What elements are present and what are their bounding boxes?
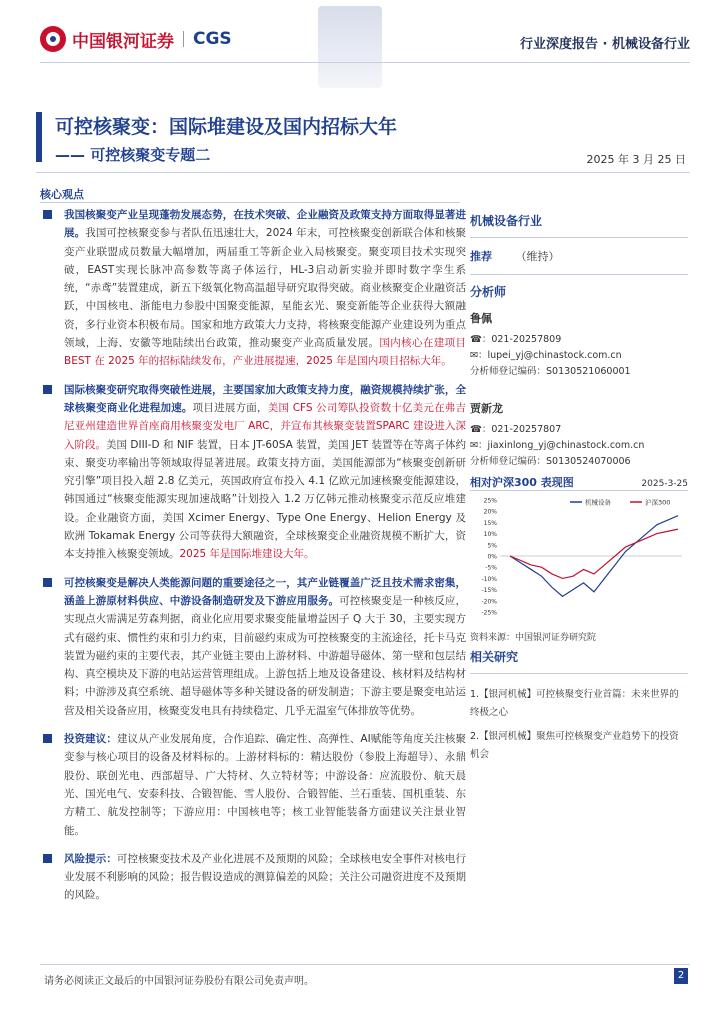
title-accent-bar xyxy=(36,112,42,162)
bullet-item xyxy=(40,206,466,371)
analyst-email[interactable]: ✉：jiaxinlong_yj@chinastock.com.cn xyxy=(470,440,645,451)
analyst-card xyxy=(470,400,688,470)
logo-separator xyxy=(183,31,184,47)
bullet-item xyxy=(40,574,466,720)
page-subtitle: —— 可控核聚变专题二 xyxy=(55,146,211,164)
chart-divider xyxy=(470,490,688,491)
chart-date: 2025-3-25 xyxy=(641,479,688,489)
y-tick-label: -15% xyxy=(481,587,497,595)
bullet-body: 建议从产业发展角度，合作追踪、确定性、高弹性、AI赋能等角度关注核聚变参与核心项目的设备及材料标的。上游材料标的：精达股份（参股上海超导）、永鼎股份、联创光电、西部超导、广大特材、久立特材等；中游设备：应流股份、航天晨光、国光电气、安泰科技、合锻智能、雪人股份、合锻智能、兰石重装、国机重装、东方精工、航发控制等；下游应用：中国核电等；核工业智能装备方面建议关注景业智能。 xyxy=(64,733,466,837)
bullet-item xyxy=(40,730,466,840)
bullet-body: 我国可控核聚变参与者队伍迅速壮大，2024 年末，可控核聚变创新联合体和核聚变产业联盟成员数量大幅增加，两届重工等新企业入局核聚变。聚变项目技术实现突破，EAST实现长脉冲高参数等离子体运行，HL-3启动新实验并即时数字孪生系统，“赤鸢”装置建成，新五下级氧化物高温超导研究取得突破。商业核聚变企业融资活跃，中国核电、浙能电力参股中国聚变能源，星能玄光、聚变新能等企业获得大额融资，多行业资本积极布局。国家和地方政策大力支持，将核聚变能源产业建设列为重点领域，上海、安徽等地陆续出台政策，推动聚变产业高质量发展。 xyxy=(64,227,467,350)
y-tick-label: -10% xyxy=(481,575,497,583)
side-divider xyxy=(470,237,688,238)
side-divider xyxy=(470,274,688,275)
footer-disclaimer: 请务必阅读正文最后的中国银河证券股份有限公司免责声明。 xyxy=(44,976,314,987)
analyst-cert: 分析师登记编码：S0130521060001 xyxy=(470,366,631,377)
rating-row xyxy=(470,248,688,264)
y-tick-label: 10% xyxy=(483,531,497,539)
logo-icon xyxy=(40,26,66,52)
y-tick-label: 20% xyxy=(483,508,497,516)
bullet-heading: 我国核聚变产业呈现蓬勃发展态势，在技术突破、企业融资及政策支持方面取得显著进展。 xyxy=(64,209,466,240)
company-logo xyxy=(40,26,232,52)
rating-label: 推荐 xyxy=(470,250,492,263)
analyst-cert: 分析师登记编码：S0130524070006 xyxy=(470,456,631,467)
y-tick-label: -20% xyxy=(481,598,497,606)
bullet-body: 可控核聚变是一种核反应，实现点火需满足劳森判据，商业化应用要求聚变能量增益因子 Q 大于 30，主要实现方式有磁约束、惯性约束和引力约束，目前磁约束成为可控核聚变的主流途径，托卡马克装置为磁约束的主要代表，其产业链主要由上游材料、中游超导磁体、第一壁和包层结构、真空模块及下游的电站运营管理组成。上游包括上地及设备建设、核材料及结构材料；中游涉及真空系统、超导磁体等多种关键设备的研发制造；下游主要是聚变电站运营及相关设备应用，核聚变发电具有持续稳定、几乎无温室气体排放等优势。 xyxy=(64,594,467,717)
bullet-highlight: 国内核心在建项目 BEST 在 2025 年的招标陆续发布，产业进展提速，2025 年是国内项目招标大年。 xyxy=(64,337,466,368)
legend-label: 沪深300 xyxy=(645,498,671,507)
bullet-highlight: 美国 CFS 公司筹队投资数十亿美元在弗吉尼亚州建造世界首座商用核聚变发电厂 ARC，并宣布其核聚变装置SPARC 建设进入深入阶段。 xyxy=(64,401,467,451)
bullet-heading: 风险提示： xyxy=(64,852,117,865)
side-divider xyxy=(470,673,688,674)
y-tick-label: -5% xyxy=(485,564,497,572)
bullet-item xyxy=(40,381,466,564)
analyst-phone: ☎：021-20257807 xyxy=(470,424,562,435)
bullet-body: 项目进展方面， xyxy=(192,401,268,414)
analyst-name: 鲁佩 xyxy=(470,312,492,325)
analyst-phone: ☎：021-20257809 xyxy=(470,334,562,345)
y-tick-label: 15% xyxy=(483,519,497,527)
industry-title: 机械设备行业 xyxy=(470,214,543,228)
rating-value: （维持） xyxy=(515,250,560,263)
footer-divider xyxy=(40,964,690,965)
industry-section xyxy=(470,212,688,470)
bullet-heading: 可控核聚变是解决人类能源问题的重要途径之一，其产业链覆盖广泛且技术需求密集，涵盖上游原材料供应、中游设备制造研发及下游应用服务。 xyxy=(64,576,466,607)
logo-cgs: CGS xyxy=(193,29,232,49)
related-section xyxy=(470,648,688,764)
chart-title: 相对沪深300 表现图 xyxy=(470,476,574,489)
header-divider xyxy=(40,62,690,63)
logo-text: 中国银河证券 xyxy=(72,31,174,52)
bullet-icon xyxy=(43,734,52,743)
related-link[interactable]: 2.【银河机械】聚焦可控核聚变产业趋势下的投资机会 xyxy=(470,731,679,760)
bullet-item xyxy=(40,850,466,905)
y-tick-label: 0% xyxy=(487,553,497,561)
legend-label: 机械设备 xyxy=(585,498,611,507)
bullet-icon xyxy=(43,854,52,863)
y-tick-label: 5% xyxy=(487,542,497,550)
bullet-heading: 投资建议： xyxy=(64,733,117,746)
chart-source: 资料来源：中国银河证券研究院 xyxy=(470,633,597,643)
related-title: 相关研究 xyxy=(470,650,519,664)
analyst-email[interactable]: ✉：lupei_yj@chinastock.com.cn xyxy=(470,350,622,361)
related-link[interactable]: 1.【银河机械】可控核聚变行业首篇：未来世界的终极之心 xyxy=(470,689,679,718)
page-number: 2 xyxy=(674,968,688,984)
report-date: 2025 年 3 月 25 日 xyxy=(586,153,686,166)
bullet-body: 美国 DIII-D 和 NIF 装置，日本 JT-60SA 装置，美国 JET 装置等在等离子体约束、聚变功率输出等领域取得显著进展。政策支持方面，美国能源部为“核聚变创新研究引擎”项目投入超 2.8 亿美元，英国政府宣布投入 4.1 亿欧元加速核聚变能源建设，韩国通过“核聚变能源实现加速战略”计划投入 1.2 万亿韩元推动核聚变示范反应堆建设。企业融资方面，美国 Xcimer Energy、Type One Energy、Helion Energy 及欧洲 Tokamak Energy 公司等获得大额融资，全球核聚变企业融资规模不断扩大，资本支持推入核聚变领域。 xyxy=(64,438,467,561)
report-type: 行业深度报告 · 机械设备行业 xyxy=(520,37,690,52)
bullet-highlight: 2025 年是国际堆建设大年。 xyxy=(179,548,315,561)
performance-chart xyxy=(470,494,688,628)
core-content xyxy=(40,206,466,915)
watermark-icon xyxy=(318,6,382,88)
bullet-icon xyxy=(43,578,52,587)
series-line-1 xyxy=(510,529,678,578)
y-tick-label: 25% xyxy=(483,497,497,505)
analyst-title: 分析师 xyxy=(470,285,507,299)
core-divider xyxy=(40,202,460,203)
bullet-body: 可控核聚变技术及产业化进展不及预期的风险；全球核电安全事件对核电行业发展不利影响的风险；报告假设造成的测算偏差的风险；关注公司融资进度不及预期的风险。 xyxy=(64,852,466,902)
core-label: 核心观点 xyxy=(40,188,84,201)
chart-header xyxy=(470,474,688,490)
bullet-heading: 国际核聚变研究取得突破性进展，主要国家加大政策支持力度，融资规模持续扩张，全球核聚变商业化进程加速。 xyxy=(64,383,466,414)
title-divider xyxy=(36,172,690,173)
bullet-icon xyxy=(43,210,52,219)
y-tick-label: -25% xyxy=(481,609,497,617)
analyst-card xyxy=(470,310,688,380)
bullet-icon xyxy=(43,385,52,394)
page-title: 可控核聚变：国际堆建设及国内招标大年 xyxy=(55,116,398,138)
analyst-name: 贾新龙 xyxy=(470,402,503,415)
